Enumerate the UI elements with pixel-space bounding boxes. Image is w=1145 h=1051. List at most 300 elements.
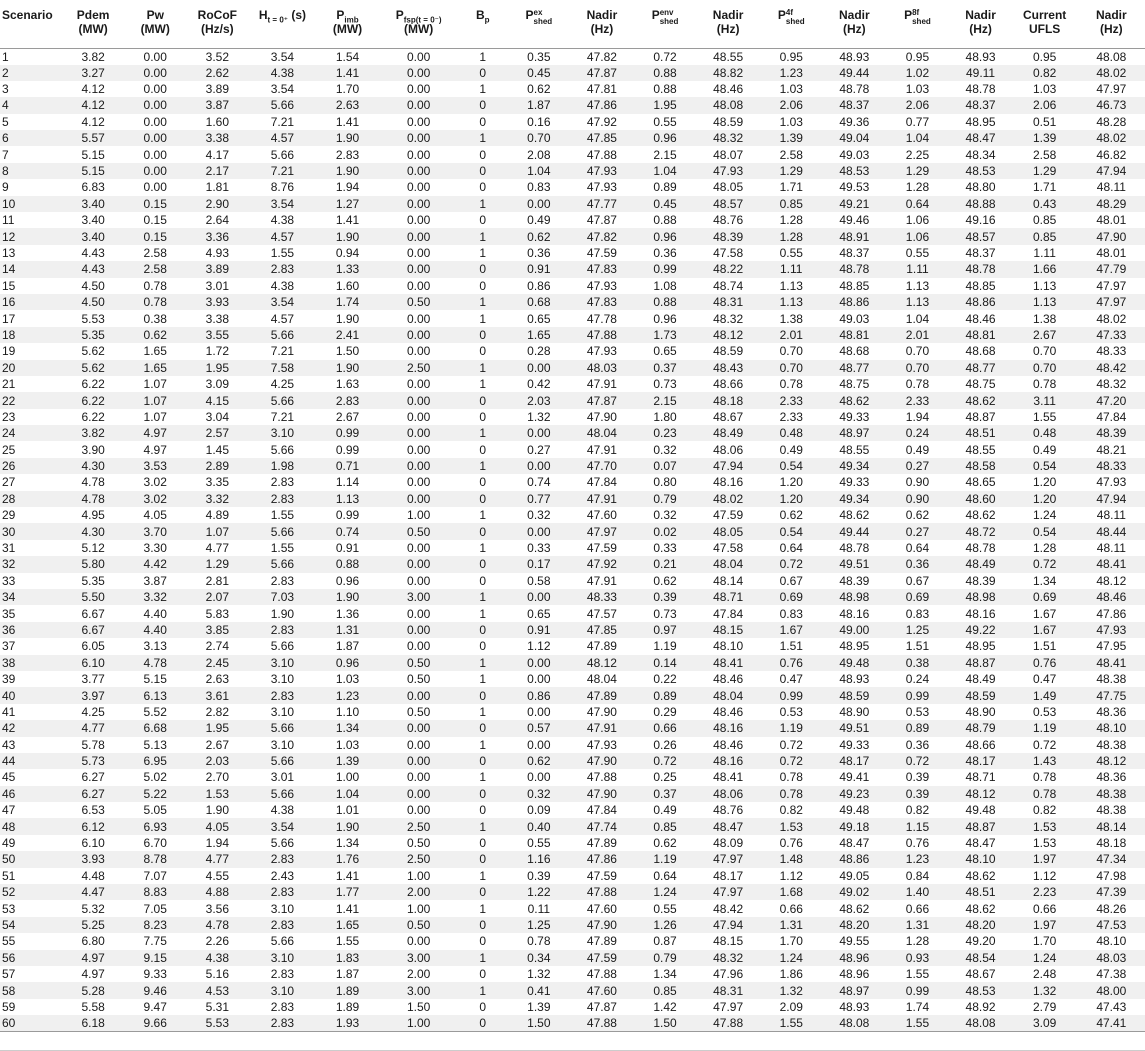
table-cell: 1.54 <box>335 49 360 64</box>
table-cell: 5.22 <box>143 786 167 801</box>
table-cell: 0.88 <box>653 82 677 97</box>
table-cell: 48.47 <box>965 836 996 851</box>
table-cell: 49 <box>2 836 16 851</box>
table-cell: 47.97 <box>713 999 744 1014</box>
table-header-row <box>0 0 1145 48</box>
column-header-name: P <box>395 8 404 22</box>
column-header-sub: shed <box>912 17 931 26</box>
table-cell: 1.02 <box>905 65 930 80</box>
table-cell: 5.66 <box>270 721 295 736</box>
table-cell: 0.00 <box>527 524 551 539</box>
table-cell: 0 <box>479 393 487 408</box>
table-cell: 0.47 <box>779 672 803 687</box>
table-cell: 1.06 <box>905 213 930 228</box>
table-cell: 47.91 <box>586 491 617 506</box>
table-cell: 5.16 <box>205 967 229 982</box>
table-cell: 0.62 <box>779 508 803 523</box>
table-cell: 52 <box>2 885 16 900</box>
table-cell: 0.49 <box>527 213 551 228</box>
table-cell: 5.66 <box>270 934 295 949</box>
table-cell: 47.86 <box>586 852 617 867</box>
table-cell: 48.38 <box>1096 803 1127 818</box>
table-cell: 48.57 <box>965 229 996 244</box>
table-cell: 47.59 <box>586 541 617 556</box>
table-row <box>0 310 1145 326</box>
table-cell: 47.75 <box>1096 688 1127 703</box>
table-cell: 0.88 <box>653 65 677 80</box>
table-cell: 1.03 <box>335 672 360 687</box>
table-cell: 47.93 <box>1096 622 1127 637</box>
table-cell: 0.00 <box>406 754 431 769</box>
table-cell: 0.55 <box>527 836 551 851</box>
table-cell: 0.00 <box>527 196 551 211</box>
table-row <box>0 573 1145 589</box>
table-cell: 5.53 <box>81 311 105 326</box>
table-cell: 47.60 <box>586 901 617 916</box>
table-cell: 11 <box>2 213 15 228</box>
table-cell: 2.01 <box>905 327 930 342</box>
table-cell: 1.00 <box>406 508 431 523</box>
column-header-0 <box>0 0 62 48</box>
table-cell: 48.06 <box>713 442 744 457</box>
table-cell: 48.05 <box>713 180 744 195</box>
table-cell: 3.36 <box>205 229 229 244</box>
table-cell: 47.92 <box>586 557 617 572</box>
table-cell: 0.27 <box>905 524 930 539</box>
table-cell: 48.55 <box>839 442 870 457</box>
table-cell: 0 <box>479 885 487 900</box>
table-cell: 6.10 <box>81 655 105 670</box>
table-cell: 47.96 <box>713 967 744 982</box>
table-cell: 48.04 <box>586 426 617 441</box>
table-cell: 1.50 <box>507 1015 571 1032</box>
table-cell: 3.82 <box>81 49 105 64</box>
table-cell: 48.93 <box>839 999 870 1014</box>
table-cell: 2.17 <box>205 164 229 179</box>
table-row <box>0 523 1145 539</box>
table-cell: 0.00 <box>143 82 167 97</box>
table-cell: 48.46 <box>713 737 744 752</box>
table-cell: 2.64 <box>205 213 229 228</box>
table-cell: 0.72 <box>1032 557 1057 572</box>
table-cell: 32 <box>2 557 16 572</box>
table-cell: 47.89 <box>586 836 617 851</box>
table-cell: 3.02 <box>143 475 167 490</box>
table-row <box>0 48 1145 65</box>
table-cell: 5.50 <box>81 590 105 605</box>
table-cell: 3.53 <box>143 459 167 474</box>
table-cell: 1.13 <box>1032 278 1057 293</box>
table-cell: 47.86 <box>586 98 617 113</box>
table-cell: 1.23 <box>905 852 930 867</box>
table-cell: 1.71 <box>1032 180 1057 195</box>
table-cell: 1.34 <box>653 967 677 982</box>
table-cell: 45 <box>2 770 16 785</box>
table-cell: 0.88 <box>653 295 677 310</box>
table-cell: 1.41 <box>335 65 360 80</box>
table-cell: 2.74 <box>205 639 229 654</box>
table-cell: 0.25 <box>653 770 677 785</box>
table-cell: 0 <box>479 475 487 490</box>
table-cell: 1.39 <box>779 131 803 146</box>
column-header-name: B <box>475 8 485 22</box>
table-cell: 3.02 <box>143 491 167 506</box>
table-cell: 4.15 <box>205 393 229 408</box>
table-cell: 49.34 <box>839 491 870 506</box>
table-cell: 0.32 <box>653 442 677 457</box>
table-cell: 6.80 <box>81 934 105 949</box>
column-header-sup: 4f <box>785 8 794 17</box>
table-cell: 1.66 <box>1032 262 1057 277</box>
column-header-sub: shed <box>533 17 553 26</box>
table-cell: 0.43 <box>1032 196 1057 211</box>
table-cell: 0.96 <box>335 573 360 588</box>
table-cell: 0.53 <box>905 704 930 719</box>
table-cell: 1.04 <box>653 164 677 179</box>
table-cell: 48.62 <box>965 393 996 408</box>
table-cell: 47.84 <box>586 803 617 818</box>
table-cell: 48.71 <box>713 590 744 605</box>
table-cell: 48.53 <box>965 983 996 998</box>
table-cell: 4.78 <box>81 491 105 506</box>
table-cell: 0 <box>479 557 487 572</box>
table-cell: 0.36 <box>905 737 930 752</box>
table-cell: 1.72 <box>205 344 229 359</box>
table-cell: 1.53 <box>1032 836 1057 851</box>
table-cell: 3.54 <box>270 295 295 310</box>
table-row <box>0 982 1145 998</box>
table-cell: 3.10 <box>270 901 295 916</box>
table-cell: 4.42 <box>143 557 167 572</box>
table-cell: 4.89 <box>205 508 229 523</box>
table-cell: 0.00 <box>406 688 431 703</box>
table-cell: 1 <box>479 868 487 883</box>
table-cell: 43 <box>2 737 16 752</box>
table-cell: 3.87 <box>205 98 229 113</box>
table-cell: 1 <box>479 459 487 474</box>
table-cell: 47.70 <box>586 459 617 474</box>
table-cell: 0.00 <box>406 442 431 457</box>
table-cell: 6.93 <box>143 819 167 834</box>
table-cell: 4.57 <box>270 131 295 146</box>
table-cell: 48.41 <box>1096 557 1127 572</box>
table-cell: 48.62 <box>965 901 996 916</box>
table-cell: 47.81 <box>586 82 617 97</box>
table-cell: 4.77 <box>81 721 105 736</box>
table-cell: 48.26 <box>1096 901 1127 916</box>
table-cell: 0.93 <box>905 950 930 965</box>
table-cell: 1.24 <box>1032 508 1057 523</box>
table-cell: 1.87 <box>335 967 360 982</box>
table-cell: 48.62 <box>965 508 996 523</box>
table-cell: 3.11 <box>1033 393 1056 408</box>
table-cell: 48.86 <box>839 295 870 310</box>
table-cell: 48.68 <box>965 344 996 359</box>
table-cell: 51 <box>2 868 16 883</box>
table-cell: 48.01 <box>1096 245 1127 260</box>
table-cell: 47.94 <box>713 918 744 932</box>
table-cell: 9.47 <box>143 999 167 1014</box>
table-cell: 0 <box>479 180 487 195</box>
table-cell: 48.08 <box>823 1015 885 1032</box>
table-cell: 0.86 <box>527 278 551 293</box>
table-cell: 8.23 <box>143 918 167 932</box>
table-cell: 0.82 <box>1032 65 1057 80</box>
table-cell: 3.54 <box>270 49 295 64</box>
table-cell: 0.70 <box>527 131 551 146</box>
table-cell: 0.11 <box>527 901 551 916</box>
table-cell: 1.38 <box>779 311 803 326</box>
table-cell: 1 <box>479 508 487 523</box>
table-cell: 3.01 <box>205 278 229 293</box>
table-cell: 1.81 <box>205 180 229 195</box>
table-cell: 47.38 <box>1096 967 1127 982</box>
table-cell: 2.83 <box>270 918 295 932</box>
table-cell: 2.33 <box>779 409 803 424</box>
column-header-14 <box>885 0 949 48</box>
table-cell: 4.78 <box>81 475 105 490</box>
table-cell: 1.29 <box>779 164 803 179</box>
table-cell: 47.53 <box>1096 918 1127 932</box>
table-cell: 0.82 <box>1032 803 1057 818</box>
table-cell: 48.68 <box>839 344 870 359</box>
table-cell: 0.66 <box>779 901 803 916</box>
table-cell: 0.00 <box>406 213 431 228</box>
table-row <box>0 114 1145 130</box>
table-cell: 0.70 <box>1032 344 1057 359</box>
table-row <box>0 655 1145 671</box>
table-cell: 48.15 <box>713 622 744 637</box>
table-cell: 48.16 <box>839 606 870 621</box>
table-cell: 0.72 <box>1032 737 1057 752</box>
table-cell: 0 <box>479 213 487 228</box>
table-cell: 1.29 <box>1032 164 1057 179</box>
table-cell: 47.91 <box>586 721 617 736</box>
table-row <box>0 228 1145 244</box>
table-cell: 4.78 <box>205 918 229 932</box>
table-cell: 47.34 <box>1096 852 1127 867</box>
table-row <box>0 409 1145 425</box>
table-cell: 1.51 <box>779 639 803 654</box>
table-cell: 48.08 <box>1096 49 1127 64</box>
table-cell: 2.06 <box>779 98 803 113</box>
table-cell: 3.56 <box>205 901 229 916</box>
table-cell: 48.16 <box>965 606 996 621</box>
table-cell: 47.97 <box>713 852 744 867</box>
table-cell: 48.54 <box>965 950 996 965</box>
table-cell: 1.31 <box>905 918 930 932</box>
table-cell: 0.66 <box>905 901 930 916</box>
table-cell: 1 <box>479 311 487 326</box>
table-cell: 0.99 <box>905 983 930 998</box>
table-cell: 6.22 <box>81 393 105 408</box>
table-cell: 1.42 <box>653 999 677 1014</box>
table-cell: 1.39 <box>335 754 360 769</box>
table-cell: 48.16 <box>713 721 744 736</box>
table-cell: 48.46 <box>713 82 744 97</box>
table-cell: 47.94 <box>1096 491 1127 506</box>
table-cell: 48.60 <box>965 491 996 506</box>
table-cell: 7.05 <box>143 901 167 916</box>
table-row <box>0 261 1145 277</box>
table-cell: 1.74 <box>905 999 930 1014</box>
table-cell: 48.46 <box>1096 590 1127 605</box>
table-cell: 47.88 <box>586 967 617 982</box>
table-cell: 1 <box>479 704 487 719</box>
table-cell: 7.03 <box>270 590 295 605</box>
table-cell: 0.00 <box>406 803 431 818</box>
table-cell: 48.32 <box>713 131 744 146</box>
table-cell: 1.95 <box>205 360 229 375</box>
table-cell: 1.04 <box>905 311 930 326</box>
table-cell: 3.32 <box>205 491 229 506</box>
table-cell: 1.68 <box>779 885 803 900</box>
table-cell: 0.96 <box>653 229 677 244</box>
table-cell: 0.89 <box>905 721 930 736</box>
table-cell: 35 <box>2 606 16 621</box>
table-cell: 47.84 <box>713 606 744 621</box>
table-cell: 4.50 <box>81 278 105 293</box>
table-cell: 1.13 <box>1032 295 1057 310</box>
table-cell: 2.89 <box>205 459 229 474</box>
table-cell: 2.25 <box>905 147 930 162</box>
column-header-sub: shed <box>659 17 679 26</box>
table-cell: 1.53 <box>779 819 803 834</box>
table-cell: 47.88 <box>571 1015 633 1032</box>
table-cell: 1.13 <box>905 278 930 293</box>
column-header-unit: (Hz) <box>1100 22 1123 36</box>
table-row <box>0 851 1145 867</box>
table-cell: 48.43 <box>713 360 744 375</box>
table-cell: 0.99 <box>335 508 360 523</box>
table-row <box>0 327 1145 343</box>
table-cell: 3.27 <box>81 65 105 80</box>
table-cell: 0.00 <box>143 114 167 129</box>
table-cell: 48.33 <box>1096 459 1127 474</box>
table-cell: 0.65 <box>653 344 677 359</box>
table-row <box>0 130 1145 146</box>
table-cell: 1.60 <box>335 278 360 293</box>
table-cell: 57 <box>2 967 16 982</box>
column-header-12 <box>759 0 823 48</box>
table-cell: 5.52 <box>143 704 167 719</box>
table-cell: 1.90 <box>335 311 360 326</box>
table-cell: 0.76 <box>779 655 803 670</box>
table-cell: 0.22 <box>653 672 677 687</box>
table-row <box>0 835 1145 851</box>
table-cell: 0.85 <box>653 983 677 998</box>
table-cell: 44 <box>2 754 16 769</box>
table-cell: 1.83 <box>335 950 360 965</box>
table-cell: 1.13 <box>779 295 803 310</box>
table-row <box>0 753 1145 769</box>
table-cell: 0.84 <box>905 868 930 883</box>
column-header-name: P <box>651 8 660 22</box>
table-row <box>0 589 1145 605</box>
table-cell: 0.99 <box>905 688 930 703</box>
table-cell: 1 <box>479 229 487 244</box>
table-cell: 0.38 <box>905 655 930 670</box>
table-cell: 1.24 <box>1032 950 1057 965</box>
table-cell: 5.66 <box>270 786 295 801</box>
table-cell: 48.78 <box>965 82 996 97</box>
table-cell: 47.87 <box>586 213 617 228</box>
column-header-sub: shed <box>785 17 805 26</box>
table-cell: 47.57 <box>586 606 617 621</box>
table-cell: 6 <box>2 131 9 146</box>
table-cell: 48.08 <box>950 1015 1012 1032</box>
table-cell: 49.03 <box>839 311 870 326</box>
table-cell: 4.95 <box>81 508 105 523</box>
table-cell: 0.55 <box>905 245 930 260</box>
table-cell: 3.70 <box>143 524 167 539</box>
table-cell: 3.32 <box>143 590 167 605</box>
table-cell: 0.99 <box>335 442 360 457</box>
table-row <box>0 343 1145 359</box>
table-cell: 2.43 <box>270 868 295 883</box>
table-cell: 3.00 <box>406 983 431 998</box>
table-cell: 47.85 <box>586 131 617 146</box>
table-cell: 47.58 <box>713 541 744 556</box>
table-cell: 48.11 <box>1096 541 1126 556</box>
table-cell: 5.66 <box>270 442 295 457</box>
table-cell: 1.25 <box>905 622 930 637</box>
table-cell: 48.01 <box>1096 213 1127 228</box>
table-cell: 3.40 <box>81 229 105 244</box>
table-cell: 0.50 <box>406 672 431 687</box>
table-cell: 1 <box>479 541 487 556</box>
table-cell: 0.62 <box>143 327 167 342</box>
table-cell: 0.23 <box>653 426 677 441</box>
table-cell: 0.85 <box>653 819 677 834</box>
table-cell: 5.53 <box>186 1015 248 1032</box>
table-cell: 1.89 <box>335 999 360 1014</box>
table-cell: 2.90 <box>205 196 229 211</box>
table-cell: 0.39 <box>905 770 930 785</box>
table-cell: 30 <box>2 524 16 539</box>
table-cell: 6.22 <box>81 377 105 392</box>
column-header-6 <box>379 0 459 48</box>
table-cell: 5.66 <box>270 754 295 769</box>
table-cell: 0.36 <box>653 245 677 260</box>
table-row <box>0 802 1145 818</box>
table-cell: 1.41 <box>335 868 360 883</box>
table-cell: 5.66 <box>270 639 295 654</box>
table-cell: 54 <box>2 918 16 932</box>
table-cell: 3.77 <box>81 672 105 687</box>
table-cell: 1.19 <box>653 852 677 867</box>
table-cell: 17 <box>2 311 16 326</box>
table-cell: 47.92 <box>586 114 617 129</box>
table-cell: 0.66 <box>1032 901 1057 916</box>
table-row <box>0 278 1145 294</box>
table-cell: 3.89 <box>205 262 229 277</box>
table-cell: 48.92 <box>965 999 996 1014</box>
table-cell: 5.15 <box>143 672 167 687</box>
table-cell: 1.90 <box>335 229 360 244</box>
table-cell: 47.84 <box>1096 409 1127 424</box>
table-cell: 0.00 <box>406 114 431 129</box>
table-cell: 48.97 <box>839 983 870 998</box>
table-cell: 29 <box>2 508 16 523</box>
table-cell: 47.93 <box>586 164 617 179</box>
table-cell: 0 <box>479 98 487 113</box>
column-header-unit: (MW) <box>140 22 170 36</box>
table-cell: 0.97 <box>653 622 677 637</box>
table-cell: 1.90 <box>270 606 295 621</box>
column-header-11 <box>697 0 759 48</box>
table-cell: 48.44 <box>1096 524 1127 539</box>
